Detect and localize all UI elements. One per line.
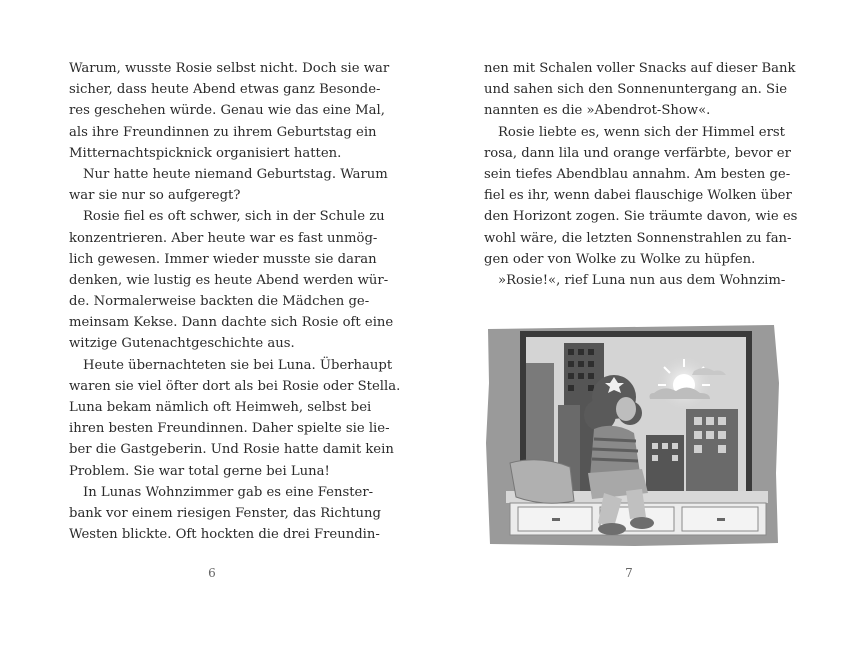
text-line: und sahen sich den Sonnenuntergang an. Sie: [484, 82, 788, 98]
text-line: In Lunas Wohnzimmer gab es eine Fenster-: [83, 484, 374, 500]
text-line: denken, wie lustig es heute Abend werden wür-: [69, 272, 389, 288]
text-line: war sie nur so aufgeregt?: [69, 188, 241, 204]
text-line: Mitternachtspicknick organisiert hatten.: [69, 145, 342, 161]
text-line: Heute übernachteten sie bei Luna. Überhaupt: [83, 357, 393, 373]
text-line: rosa, dann lila und orange verfärbte, bevor er: [484, 145, 791, 161]
text-line: als ihre Freundinnen zu ihrem Geburtstag ein: [69, 124, 377, 140]
text-line: waren sie viel öfter dort als bei Rosie oder Stella.: [69, 378, 401, 394]
text-line: ber die Gastgeberin. Und Rosie hatte damit kein: [69, 442, 394, 458]
text-line: de. Normalerweise backten die Mädchen ge-: [69, 294, 370, 310]
text-line: Westen blickte. Oft hockten die drei Freundin-: [69, 527, 380, 543]
text-line: Problem. Sie war total gerne bei Luna!: [69, 463, 330, 479]
text-line: wohl wäre, die letzten Sonnenstrahlen zu fan-: [484, 230, 792, 246]
text-line: meinsam Kekse. Dann dachte sich Rosie oft eine: [69, 315, 394, 331]
text-line: »Rosie!«, rief Luna nun aus dem Wohnzim-: [498, 272, 786, 288]
page-number-right: 7: [625, 566, 633, 580]
text-line: konzentrieren. Aber heute war es fast unmög-: [69, 230, 378, 246]
text-line: Nur hatte heute niemand Geburtstag. Warum: [83, 166, 388, 182]
page-number-left: 6: [208, 566, 216, 580]
text-line: res geschehen würde. Genau wie das eine Mal,: [69, 103, 385, 119]
text-line: Rosie fiel es oft schwer, sich in der Schule zu: [83, 209, 385, 225]
text-line: Luna bekam nämlich oft Heimweh, selbst bei: [69, 400, 372, 415]
text-line: bank vor einem riesigen Fenster, das Richtung: [69, 505, 381, 521]
text-line: nen mit Schalen voller Snacks auf dieser Bank: [484, 61, 796, 76]
text-line: gen oder von Wolke zu Wolke zu hüpfen.: [484, 251, 756, 267]
text-line: Rosie liebte es, wenn sich der Himmel erst: [498, 124, 785, 140]
text-line: den Horizont zogen. Sie träumte davon, wie es: [484, 209, 798, 225]
text-line: ihren besten Freundinnen. Daher spielte sie lie-: [69, 421, 390, 437]
text-line: lich gewesen. Immer wieder musste sie daran: [69, 251, 377, 267]
text-line: witzige Gutenachtgeschichte aus.: [69, 336, 295, 352]
left-text-column: [69, 58, 401, 545]
right-page: [422, 0, 844, 648]
right-text-column: [484, 58, 798, 291]
text-line: sicher, dass heute Abend etwas ganz Besonde-: [69, 82, 381, 98]
window-bench-illustration: [484, 323, 780, 547]
text-line: nannten es die »Abendrot-Show«.: [484, 103, 711, 119]
text-line: fiel es ihr, wenn dabei flauschige Wolken über: [484, 188, 792, 204]
text-line: Warum, wusste Rosie selbst nicht. Doch sie war: [69, 61, 390, 76]
pillow: [510, 460, 574, 503]
text-line: sein tiefes Abendblau annahm. Am besten ge-: [484, 166, 791, 182]
